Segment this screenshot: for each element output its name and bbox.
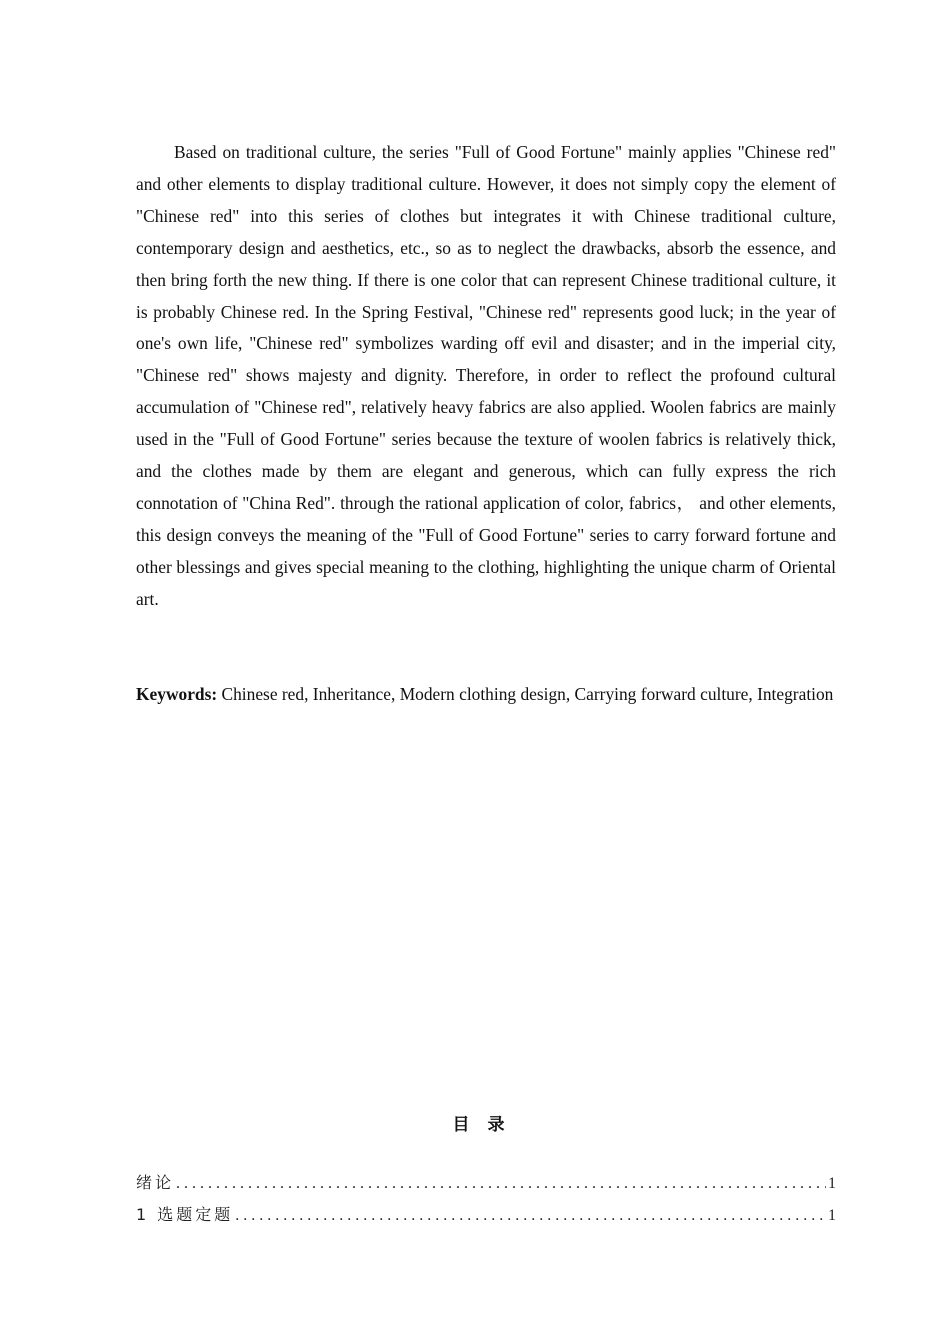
- toc-entry-label: 1 选题定题: [136, 1205, 234, 1224]
- toc-entry[interactable]: [136, 1202, 836, 1234]
- keywords-line: [136, 679, 836, 711]
- table-of-contents: [136, 1170, 836, 1234]
- abstract-paragraph: Based on traditional culture, the series "Full of Good Fortune" mainly applies "Chinese red" and other elements to display traditional culture. However, it does not simply copy the element of "Chinese red" into this series of clothes but integrates it with Chinese traditional culture, contemporary design and aesthetics, etc., so as to neglect the drawbacks, absorb the essence, and then bring forth the new thing. If there is one color that can represent Chinese traditional culture, it is probably Chinese red. In the Spring Festival, "Chinese red" represents good luck; in the year of one's own life, "Chinese red" symbolizes warding off evil and disaster; and in the imperial city, "Chinese red" shows majesty and dignity. Therefore, in order to reflect the profound cultural accumulation of "Chinese red", relatively heavy fabrics are also applied. Woolen fabrics are mainly used in the "Full of Good Fortune" series because the texture of woolen fabrics is relatively thick, and the clothes made by them are elegant and generous, which can fully express the rich connotation of "China Red". through the rational application of color, fabrics， and other elements, this design conveys the meaning of the "Full of Good Fortune" series to carry forward fortune and other blessings and gives special meaning to the clothing, highlighting the unique charm of Oriental art.: [136, 142, 836, 609]
- toc-entry-page: 1: [828, 1207, 836, 1224]
- toc-entry[interactable]: [136, 1170, 836, 1202]
- toc-dot-leader: [176, 1173, 826, 1193]
- toc-title: 目录: [452, 1115, 523, 1135]
- keywords-text: Chinese red, Inheritance, Modern clothing design, Carrying forward culture, Integration: [221, 684, 834, 704]
- toc-dot-leader: [235, 1205, 826, 1225]
- toc-entry-page: 1: [828, 1175, 836, 1192]
- toc-entry-label: 绪论: [136, 1173, 175, 1192]
- keywords-label: Keywords:: [136, 684, 218, 704]
